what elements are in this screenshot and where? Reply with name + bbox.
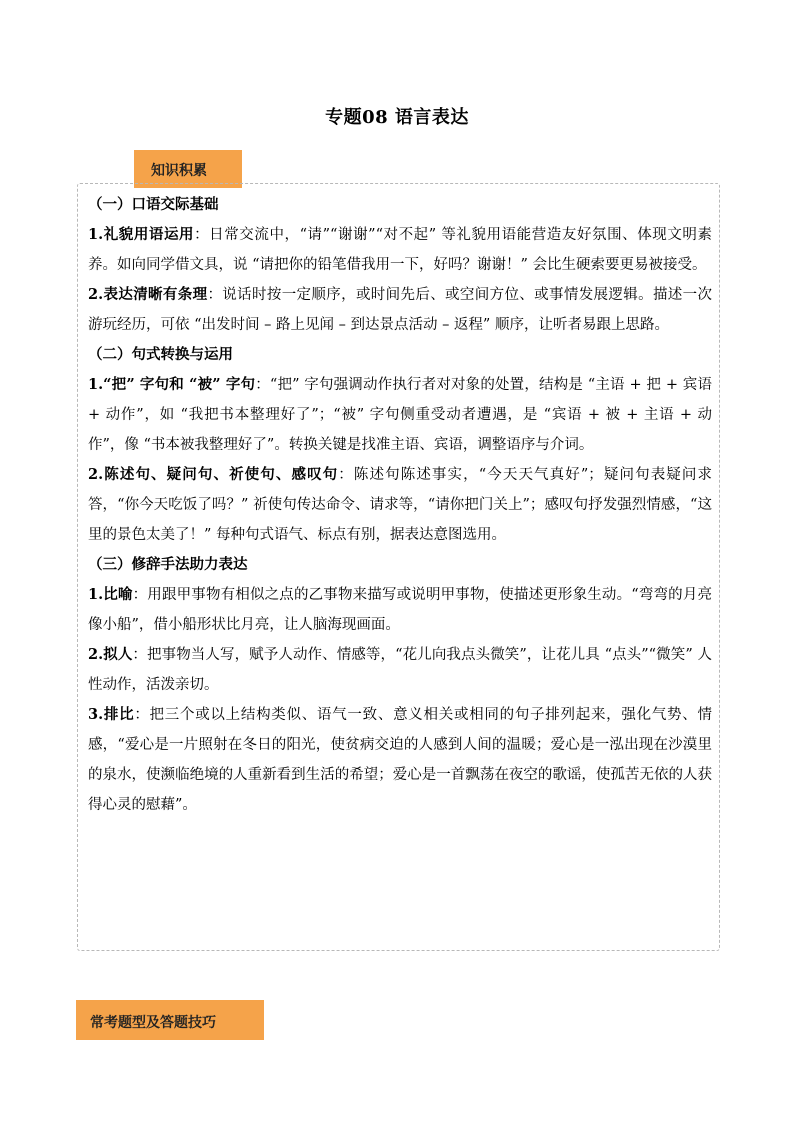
item-lead: 1.比喻 [88,586,133,603]
item-lead: 3.排比 [88,706,135,723]
section-tab-knowledge: 知识积累 [134,150,242,188]
knowledge-item [88,280,712,340]
item-lead: 2.拟人 [88,646,133,663]
item-text: ：把事物当人写，赋予人动作、情感等，“花儿向我点头微笑”，让花儿具 “点头”“微笑” 人性动作，活泼亲切。 [88,647,712,693]
page-title: 专题08 语言表达 [325,107,469,128]
section-heading: （一）口语交际基础 [88,196,219,213]
knowledge-item [88,700,712,820]
item-text: ：“把” 字句强调动作执行者对对象的处置，结构是 “主语 + 把 + 宾语 + 动作”，如 “我把书本整理好了”；“被” 字句侧重受动者遭遇，是 “宾语 + 被 + 主语 + 动作”，像 “书本被我整理好了”。转换关键是找准主语、宾语，调整语序与介词。 [88,377,712,453]
knowledge-item [88,580,712,640]
section-heading: （二）句式转换与运用 [88,346,233,363]
knowledge-content [88,190,712,820]
item-lead: 2.表达清晰有条理 [88,286,208,303]
knowledge-item [88,460,712,550]
knowledge-item [88,220,712,280]
knowledge-item [88,640,712,700]
item-lead: 2.陈述句、疑问句、祈使句、感叹句 [88,466,339,483]
item-text: ：用跟甲事物有相似之点的乙事物来描写或说明甲事物，使描述更形象生动。“弯弯的月亮像小船”，借小船形状比月亮，让人脑海现画面。 [88,587,712,633]
knowledge-item [88,370,712,460]
item-text: ：说话时按一定顺序，或时间先后、或空间方位、或事情发展逻辑。描述一次游玩经历，可依 “出发时间 – 路上见闻 – 到达景点活动 – 返程” 顺序，让听者易跟上思路。 [88,287,713,333]
item-text: ：把三个或以上结构类似、语气一致、意义相关或相同的句子排列起来，强化气势、情感，“爱心是一片照射在冬日的阳光，使贫病交迫的人感到人间的温暖；爱心是一泓出现在沙漠里的泉水，使濒临绝境的人重新看到生活的希望；爱心是一首飘荡在夜空的歌谣，使孤苦无依的人获得心灵的慰藉”。 [88,707,713,813]
item-lead: 1.礼貌用语运用 [88,226,195,243]
item-text: ：陈述句陈述事实，“今天天气真好”；疑问句表疑问求答，“你今天吃饭了吗？” 祈使句传达命令、请求等，“请你把门关上”；感叹句抒发强烈情感，“这里的景色太美了！” 每种句式语气、标点有别，据表达意图选用。 [88,467,712,543]
section-heading: （三）修辞手法助力表达 [88,556,248,573]
section-tab-question-types: 常考题型及答题技巧 [76,1000,264,1040]
item-lead: 1.“把” 字句和 “被” 字句 [88,376,256,393]
item-text: ：日常交流中，“请”“谢谢”“对不起” 等礼貌用语能营造友好氛围、体现文明素养。如向同学借文具，说 “请把你的铅笔借我用一下，好吗？谢谢！” 会比生硬索要更易被接受。 [88,227,712,273]
